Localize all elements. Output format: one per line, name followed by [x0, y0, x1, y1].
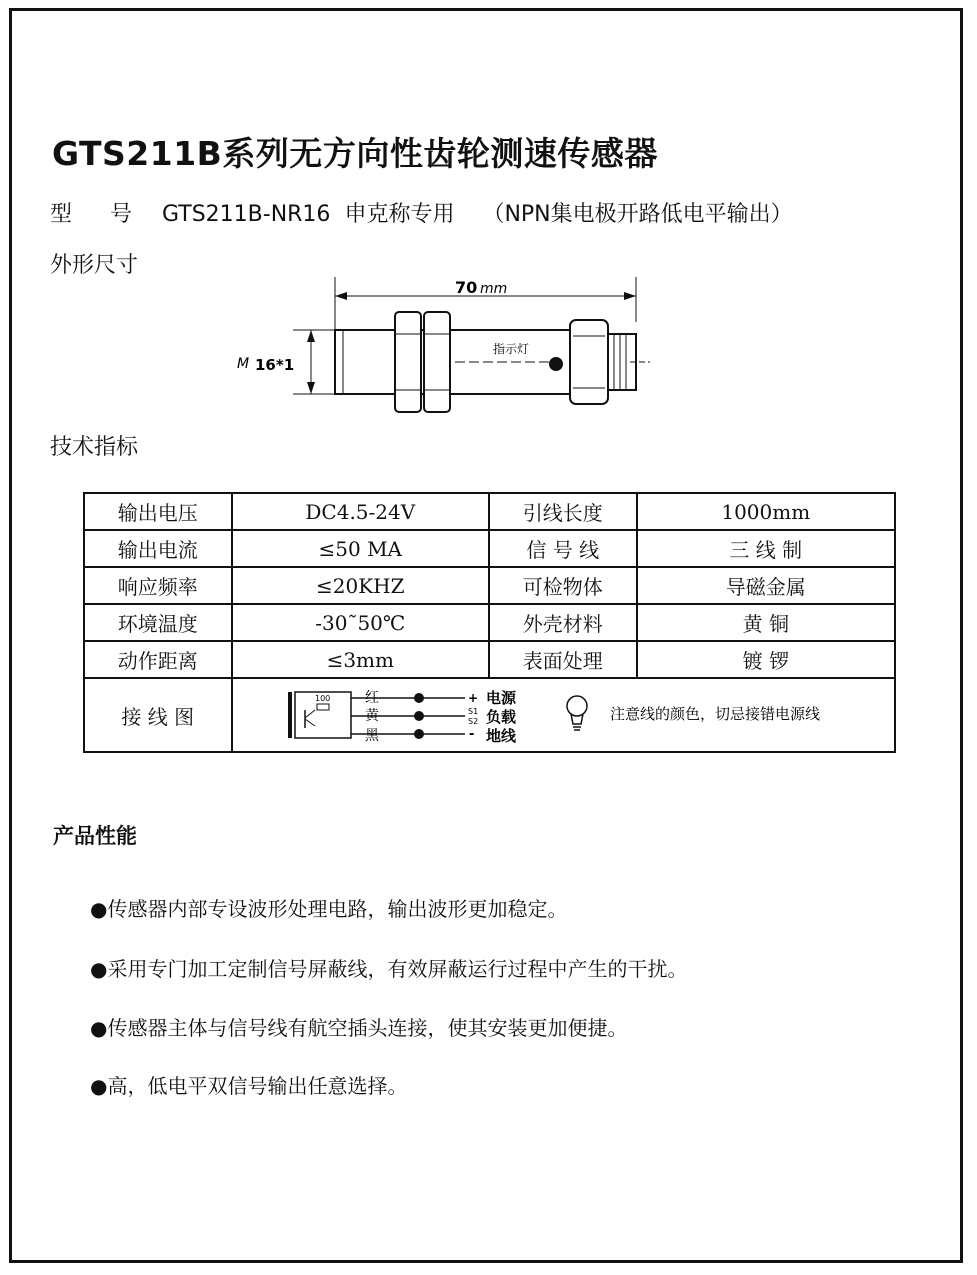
wiring-diagram — [285, 688, 885, 746]
spec-key: 动作距离 — [84, 641, 232, 678]
spec-key: 信 号 线 — [489, 530, 637, 567]
spec-value: 黄 铜 — [637, 604, 895, 641]
table-row — [84, 567, 895, 604]
wire-target-load: 负载 — [486, 708, 517, 726]
spec-value: 镀 锣 — [637, 641, 895, 678]
model-label-char2: 号 — [110, 202, 133, 227]
wire-sign-s2: S2 — [468, 717, 479, 726]
dimensions-heading: 外形尺寸 — [50, 253, 139, 278]
spec-key: 外壳材料 — [489, 604, 637, 641]
spec-value: 导磁金属 — [637, 567, 895, 604]
thread-prefix: M — [237, 356, 250, 372]
model-code: GTS211B-NR16 — [162, 202, 331, 227]
feature-item: ●高，低电平双信号输出任意选择。 — [90, 1074, 408, 1098]
product-heading: 产品性能 — [53, 824, 137, 848]
wire-sign-s1: S1 — [468, 707, 479, 716]
wire-terminal — [414, 729, 424, 739]
table-row — [84, 604, 895, 641]
wire-color-red: 红 — [365, 690, 379, 706]
page-title: GTS211B系列无方向性齿轮测速传感器 — [52, 134, 658, 173]
feature-item: ●传感器主体与信号线有航空插头连接，使其安装更加便捷。 — [90, 1016, 628, 1040]
spec-value: ≤20KHZ — [232, 567, 489, 604]
table-row — [84, 530, 895, 567]
spec-value: DC4.5-24V — [232, 493, 489, 530]
sensor-outline-drawing — [225, 272, 665, 422]
length-unit: mm — [480, 281, 508, 297]
feature-item: ●采用专门加工定制信号屏蔽线，有效屏蔽运行过程中产生的干扰。 — [90, 957, 688, 981]
indicator-dot — [549, 357, 563, 371]
wire-target-ground: 地线 — [486, 727, 517, 745]
thread-value: 16*1 — [255, 356, 295, 374]
specs-heading: 技术指标 — [50, 435, 139, 460]
wiring-label: 接 线 图 — [84, 678, 232, 752]
spec-value: 1000mm — [637, 493, 895, 530]
table-row — [84, 493, 895, 530]
spec-key: 输出电流 — [84, 530, 232, 567]
resistor-value: 100 — [315, 694, 331, 703]
spec-value: 三 线 制 — [637, 530, 895, 567]
spec-value: ≤3mm — [232, 641, 489, 678]
spec-value: ≤50 MA — [232, 530, 489, 567]
wire-color-yellow: 黄 — [365, 708, 379, 724]
table-row — [84, 641, 895, 678]
feature-item: ●传感器内部专设波形处理电路，输出波形更加稳定。 — [90, 897, 568, 921]
wire-terminal — [414, 693, 424, 703]
spec-key: 输出电压 — [84, 493, 232, 530]
model-label-char1: 型 — [50, 202, 73, 227]
model-note: （NPN集电极开路低电平输出） — [482, 202, 793, 227]
indicator-label: 指示灯 — [493, 342, 530, 356]
spec-key: 表面处理 — [489, 641, 637, 678]
wire-terminal — [414, 711, 424, 721]
spec-key: 环境温度 — [84, 604, 232, 641]
wire-target-power: 电源 — [486, 689, 517, 707]
model-row — [50, 197, 793, 228]
wiring-note: 注意线的颜色，切忌接错电源线 — [610, 705, 821, 723]
model-desc: 申克称专用 — [344, 202, 455, 227]
wire-sign-plus: + — [468, 691, 479, 705]
length-value: 70 — [455, 278, 478, 297]
wire-sign-minus: - — [469, 727, 475, 742]
lightbulb-icon — [567, 696, 587, 730]
spec-key: 引线长度 — [489, 493, 637, 530]
spec-key: 响应频率 — [84, 567, 232, 604]
wire-color-black: 黑 — [365, 728, 379, 744]
spec-value: -30˜50℃ — [232, 604, 489, 641]
spec-key: 可检物体 — [489, 567, 637, 604]
